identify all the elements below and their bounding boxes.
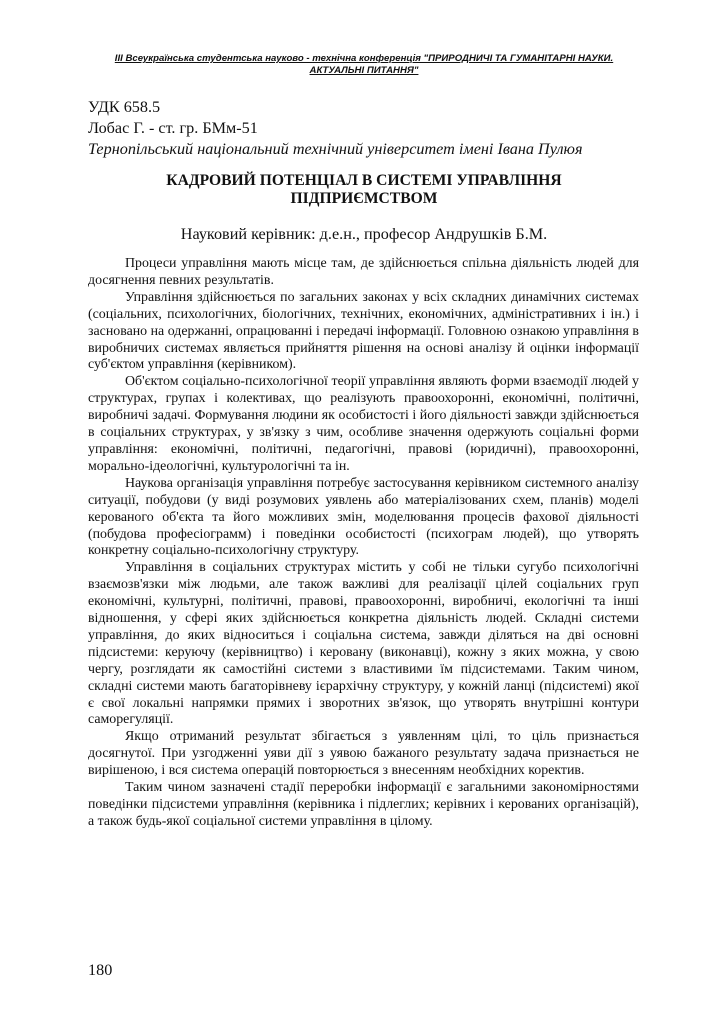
conference-header-line-2: АКТУАЛЬНІ ПИТАННЯ" <box>309 65 419 76</box>
affiliation: Тернопільський національний технічний університет імені Івана Пулюя <box>88 140 583 158</box>
page-number: 180 <box>88 961 113 979</box>
paragraph-5: Управління в соціальних структурах містить у собі не тільки сугубо психологічні взаємозв'язки між людьми, але також важливі для реалізації цілей соціальних груп економічні, культурні, політичні, правові, правоохоронні, виробничі, екологічні та інші відношення, у сфері яких здійснюється конкретна діяльність людей. Складні системи управління, до яких відноситься і соціальна система, завжди діляться на дві основні підсистеми: керуючу (керівництво) і керовану (виконавці), кожну з яких можна, у свою чергу, розглядати як самостійні системи з властивими їм підсистемами. Таким чином, складні системи мають багаторівневу ієрархічну структуру, у кожній ланці (підсистемі) якої є свої локальні напрямки прямих і зворотних зв'язок, що утворять внутрішні контури саморегуляції. <box>88 560 639 728</box>
paragraph-2: Управління здійснюється по загальних законах у всіх складних динамічних системах (соціальних, психологічних, біологічних, технічних, економічних, адміністративних і ін.) і засновано на одержанні, опрацюванні і передачі інформації. Головною ознакою управління в виробничих системах являється прийняття рішення на основі аналізу й оцінки інформації суб'єктом управління (керівником). <box>88 289 639 373</box>
udc-code: УДК 658.5 <box>88 98 161 116</box>
conference-header <box>88 53 640 77</box>
author-line: Лобас Г. - ст. гр. БМм-51 <box>88 119 258 137</box>
paragraph-7: Таким чином зазначені стадії переробки інформації є загальними закономірностями поведінки підсистеми управління (керівника і підлеглих; керівних і керованих організацій), а також будь-якої соціальної системи управління в цілому. <box>88 780 639 829</box>
paragraph-6: Якщо отриманий результат збігається з уявленням цілі, то ціль признається досягнутої. При узгодженні уяви дії з уявою бажаного результату задача признається не вирішеною, і вся система операцій повторюється з внесенням необхідних коректив. <box>88 729 639 779</box>
article-title-line-1: КАДРОВИЙ ПОТЕНЦІАЛ В СИСТЕМІ УПРАВЛІННЯ <box>166 172 562 189</box>
paragraph-1: Процеси управління мають місце там, де здійснюється спільна діяльність людей для досягнення певних результатів. <box>88 256 639 288</box>
article-title <box>88 172 640 208</box>
article-body <box>88 256 639 831</box>
article-meta <box>88 97 648 160</box>
scientific-advisor: Науковий керівник: д.е.н., професор Андрушків Б.М. <box>180 225 548 243</box>
paragraph-3: Об'єктом соціально-психологічної теорії управління являють форми взаємодії людей у структурах, групах і колективах, що реалізують правоохоронні, економічні, політичні, виробничі задачі. Формування людини як особистості і його діяльності завжди здійснюється в соціальних структурах, у зв'язку з чим, особливе значення одержують соціальні форми управління: економічні, політичні, педагогічні, правові (юридичні), правоохоронні, морально-ідеологічні, культурологічні та ін. <box>88 374 639 474</box>
article-title-line-2: ПІДПРИЄМСТВОМ <box>290 190 438 207</box>
paragraph-4: Наукова організація управління потребує застосування керівником системного аналізу ситуації, побудови (у виді розумових уявлень або матеріалізованих схем, планів) моделі керованого об'єкта та його можливих змін, моделювання процесів фахової діяльності (побудова професіограмм) і поведінки особистості (психограм людей), що утворять конкретну соціально-психологічну структуру. <box>88 475 639 559</box>
conference-header-line-1: ІІІ Всеукраїнська студентська науково - технічна конференція "ПРИРОДНИЧІ ТА ГУМАНІТАРНІ НАУКИ. <box>114 53 614 64</box>
